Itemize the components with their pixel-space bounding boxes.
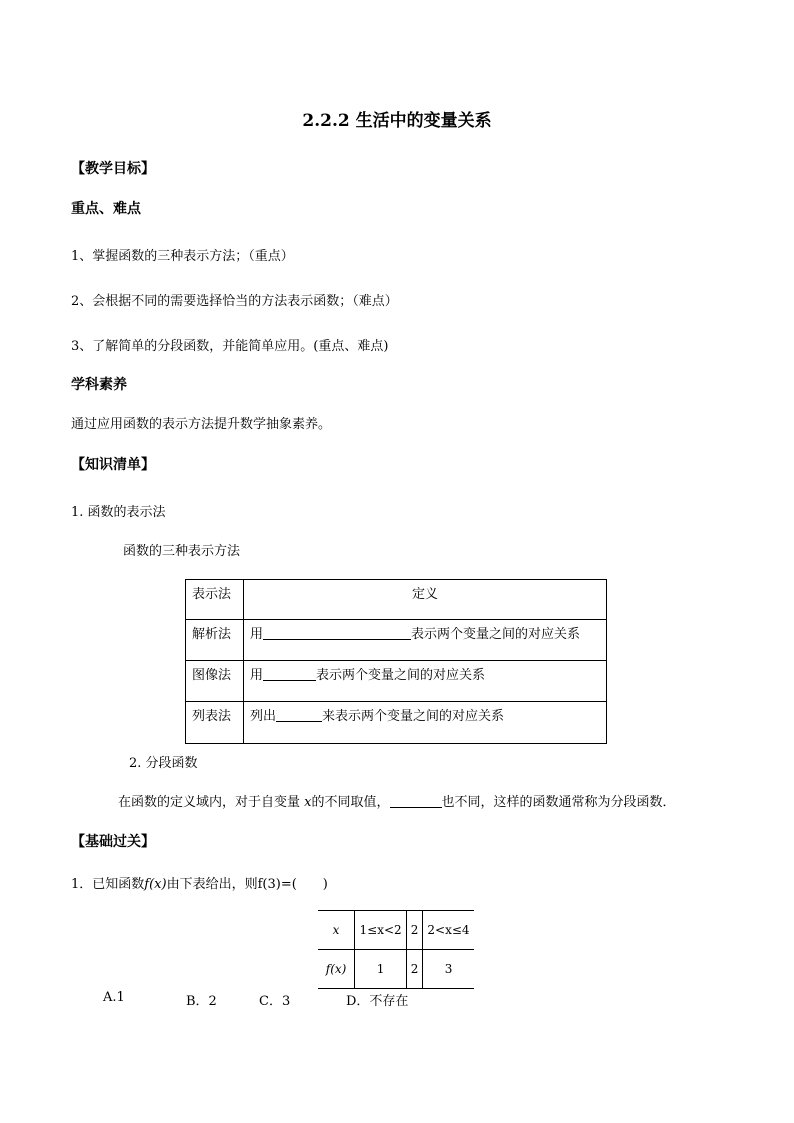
table-cell: f(x) [318,950,355,989]
table-cell: 3 [423,950,474,989]
definition-suffix: 表示两个变量之间的对应关系 [411,627,581,642]
knowledge-item-2-title: 2. 分段函数 [129,756,198,771]
table-cell: 1≤x<2 [355,911,407,950]
table-header-cell: 表示法 [186,580,244,620]
section-heading-goals: 【教学目标】 [71,161,155,177]
table-cell-definition [244,702,607,744]
text-segment: 1．已知函数 [71,877,145,892]
table-cell-method: 图像法 [186,661,244,702]
table-cell-method: 解析法 [186,620,244,661]
goal-item-1: 1、掌握函数的三种表示方法；（重点） [71,249,294,264]
subheading-literacy: 学科素养 [71,377,127,393]
definition-prefix: 列出 [250,709,277,724]
representation-table [185,579,607,744]
option-b: B．2 [186,994,217,1009]
option-c: C．3 [259,994,291,1009]
fill-blank [263,667,316,681]
goal-item-2: 2、会根据不同的需要选择恰当的方法表示函数；（难点） [71,294,398,309]
knowledge-item-1-title: 1. 函数的表示法 [71,505,166,520]
table-row [186,702,607,744]
section-heading-basics: 【基础过关】 [71,834,155,850]
goal-item-3: 3、了解简单的分段函数，并能简单应用。(重点、难点) [71,339,389,354]
text-segment: 在函数的定义域内，对于自变量 [118,795,301,810]
fill-blank [390,794,442,808]
table-cell-definition [244,620,607,661]
table-cell: 1 [355,950,407,989]
table-row [318,911,474,950]
literacy-text: 通过应用函数的表示方法提升数学抽象素养。 [71,417,332,432]
variable-x: x [304,795,312,810]
table-row [186,661,607,702]
fill-blank [276,708,322,722]
table-cell: 2<x≤4 [423,911,474,950]
option-a: A.1 [103,990,125,1005]
definition-suffix: 来表示两个变量之间的对应关系 [322,709,505,724]
definition-suffix: 表示两个变量之间的对应关系 [316,668,486,683]
section-heading-knowledge: 【知识清单】 [71,457,155,473]
definition-prefix: 用 [250,627,264,642]
fill-blank [263,626,411,640]
option-d: D．不存在 [346,994,409,1009]
text-segment: 由下表给出，则 [166,877,258,892]
definition-prefix: 用 [250,668,264,683]
table-cell: 2 [407,950,423,989]
function-value-table [318,910,474,989]
piecewise-definition [118,791,676,810]
page-title: 2.2.2 生活中的变量关系 [302,111,492,131]
table-header-row [186,580,607,620]
knowledge-item-1-subtitle: 函数的三种表示方法 [123,544,241,559]
subheading-key-points: 重点、难点 [71,201,141,217]
table-row [186,620,607,661]
table-cell-definition [244,661,607,702]
table-header-cell: 定义 [244,580,607,620]
function-symbol: f(x) [144,877,167,892]
text-segment: 也不同，这样的函数通常称为分段函数． [441,795,676,810]
table-cell: x [318,911,355,950]
table-cell-method: 列表法 [186,702,244,744]
question-1-stem [71,873,328,892]
function-value-query: f(3)=( ) [257,877,328,892]
table-cell: 2 [407,911,423,950]
text-segment: 的不同取值， [311,795,390,810]
table-row [318,950,474,989]
